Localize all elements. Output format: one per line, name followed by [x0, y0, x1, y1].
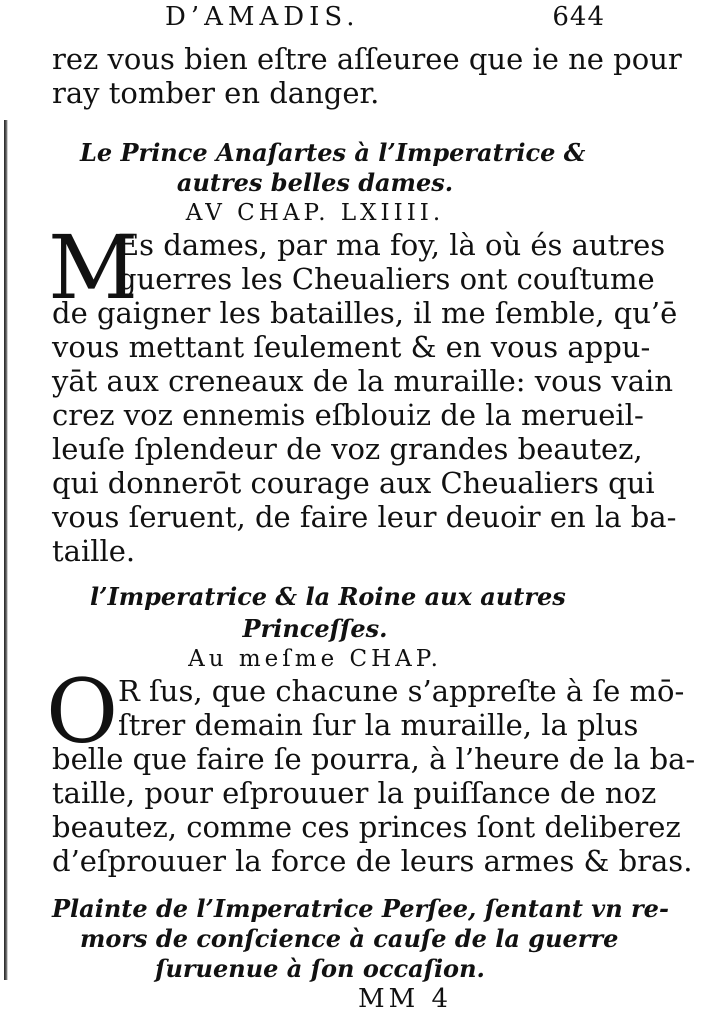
text-line: belle que faire ſe pourra, à l’heure de la ba- — [52, 742, 696, 776]
page-edge-shadow — [4, 120, 8, 980]
text-line: R ſus, que chacune s’appreſte à ſe mō- — [118, 674, 685, 708]
text-line: ſtrer demain ſur la muraille, la plus — [118, 708, 639, 742]
text-line: vous mettant ſeulement & en vous appu- — [52, 330, 651, 364]
text-line: vous ſeruent, de faire leur deuoir en la ba- — [52, 500, 677, 534]
text-line: crez voz ennemis eſblouiz de la merueil- — [52, 398, 644, 432]
text-line: d’eſprouuer la force de leurs armes & bras. — [52, 844, 693, 878]
text-line: ray tomber en danger. — [52, 76, 380, 110]
chapter-reference: Au meſme CHAP. — [188, 646, 442, 672]
section-heading: Plainte de l’Imperatrice Perſee, ſentant vn re- — [52, 894, 669, 923]
chapter-reference: AV CHAP. LXIIII. — [185, 200, 445, 226]
text-line: beautez, comme ces princes ſont deliberez — [52, 810, 681, 844]
drop-cap: M — [48, 216, 139, 319]
text-line: rez vous bien eſtre aſſeuree que ie ne pour — [52, 42, 682, 76]
text-line: guerres les Cheualiers ont couſtume — [118, 262, 655, 296]
drop-cap: O — [46, 660, 119, 763]
text-line: de gaigner les batailles, il me ſemble, qu’ē — [52, 296, 678, 330]
page-header — [165, 2, 605, 42]
text-line: taille. — [52, 534, 136, 568]
section-heading: Princeſſes. — [242, 614, 388, 643]
text-line: qui donnerōt courage aux Cheualiers qui — [52, 466, 655, 500]
section-heading: ſuruenue à ſon occaſion. — [155, 954, 485, 983]
page-number: 644 — [552, 2, 605, 32]
section-heading: l’Imperatrice & la Roine aux autres — [90, 582, 566, 611]
text-line: Es dames, par ma foy, là où és autres — [118, 228, 666, 262]
section-heading: mors de conſcience à cauſe de la guerre — [80, 924, 619, 953]
signature-mark: MM 4 — [358, 984, 453, 1014]
section-heading: autres belles dames. — [176, 168, 454, 197]
text-line: taille, pour eſprouuer la puiſſance de noz — [52, 776, 657, 810]
section-heading: Le Prince Anaſartes à l’Imperatrice & — [80, 138, 586, 167]
text-line: yāt aux creneaux de la muraille: vous vain — [52, 364, 674, 398]
text-line: leuſe ſplendeur de voz grandes beautez, — [52, 432, 643, 466]
running-title: D’AMADIS. — [165, 2, 360, 32]
